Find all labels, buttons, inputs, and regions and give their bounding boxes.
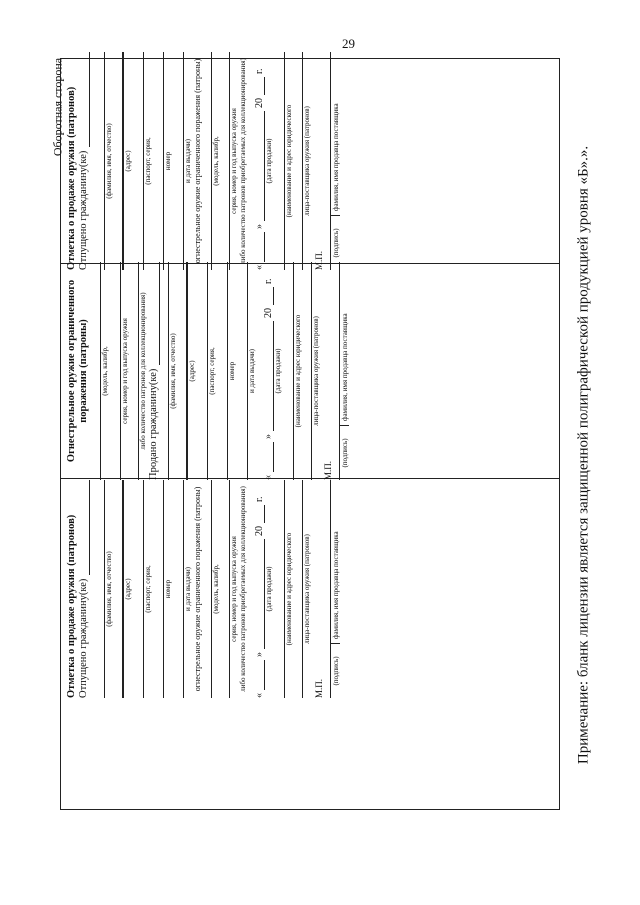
serial-field[interactable] — [221, 52, 230, 270]
fio-caption: (фамилия, имя, отчество) — [169, 333, 177, 409]
cartridges-caption: либо количество патронов приобретаемых для коллекционирования) — [239, 58, 247, 264]
passport-caption: (паспорт, серия, — [144, 565, 152, 613]
org-caption: (наименование и адрес юридического — [294, 314, 302, 428]
year-suffix: г. — [263, 278, 274, 284]
fio-field[interactable] — [160, 262, 169, 480]
sale-mark-panel-bottom — [62, 480, 558, 698]
footnote-text: Примечание: бланк лицензии является защищенной полиграфической продукцией уровня «Б».». — [575, 145, 592, 765]
passport-field[interactable] — [133, 480, 144, 698]
sale-mark-panel-top — [62, 58, 558, 270]
issue-date-field[interactable] — [173, 480, 184, 698]
issued-to-row — [78, 52, 90, 270]
sale-mark-title: Отметка о продаже оружия (патронов) — [66, 86, 77, 270]
model-field[interactable] — [90, 262, 101, 480]
number-caption: номер — [228, 361, 236, 381]
org-field[interactable] — [274, 52, 285, 270]
supplier-caption: лица-поставщика оружия (патронов) — [303, 534, 311, 644]
issue-date-caption: и дата выдачи) — [184, 139, 192, 183]
year-suffix: г. — [254, 68, 265, 74]
signature-row — [339, 262, 349, 480]
cartridges-caption: либо количество патронов приобретаемых для коллекционирования) — [239, 486, 247, 692]
year-field[interactable] — [254, 505, 265, 523]
sale-date-row — [254, 480, 265, 698]
sale-date-caption: (дата продажи) — [265, 138, 273, 184]
number-field[interactable] — [153, 52, 164, 270]
issued-to-row — [78, 480, 90, 698]
supplier-caption: лица-поставщика оружия (патронов) — [312, 316, 320, 426]
signature-caption: (подпись) — [331, 215, 340, 270]
issue-date-field[interactable] — [173, 52, 184, 270]
passport-caption: (паспорт, серия, — [144, 137, 152, 185]
passport-caption: (паспорт, серия, — [208, 347, 216, 395]
day-field[interactable] — [254, 660, 265, 690]
org-caption: (наименование и адрес юридического — [285, 532, 293, 646]
sale-date-row — [254, 52, 265, 270]
number-caption: номер — [164, 579, 172, 599]
model-caption: (модель, калибр, — [101, 346, 109, 396]
sale-date-row — [263, 262, 274, 480]
sale-date-caption: (дата продажи) — [274, 348, 282, 394]
weapon-type-label: огнестрельное оружие ограниченного поражения (патроны) — [193, 58, 202, 264]
serial-caption: серия, номер и год выпуска оружия — [121, 318, 129, 424]
weapon-panel-middle — [62, 265, 558, 480]
address-field[interactable] — [114, 52, 124, 270]
fio-caption: (фамилия, имя, отчество) — [105, 551, 113, 627]
year-field[interactable] — [263, 287, 274, 305]
address-caption: (адрес) — [124, 150, 132, 172]
sold-to-row — [148, 262, 160, 480]
signature-caption: (подпись) — [331, 643, 340, 698]
month-field[interactable] — [263, 321, 274, 431]
year-prefix: 20 — [254, 98, 265, 108]
date-open-quote: « — [263, 475, 274, 480]
seal-mark: М.П. — [323, 460, 333, 480]
model-caption: (модель, калибр, — [212, 136, 220, 186]
issued-to-field[interactable] — [79, 52, 90, 147]
seller-caption: фамилия, имя продавца поставщика — [332, 531, 340, 639]
fio-caption: (фамилия, имя, отчество) — [105, 123, 113, 199]
day-field[interactable] — [254, 232, 265, 262]
issued-to-field[interactable] — [79, 480, 90, 575]
signature-caption: (подпись) — [340, 425, 349, 480]
weapon-title: Огнестрельное оружие ограниченного поражения (патроны) — [66, 279, 89, 463]
year-field[interactable] — [254, 77, 265, 95]
issue-date-caption: и дата выдачи) — [248, 349, 256, 393]
side-label-text: Оборотная сторона — [50, 57, 65, 157]
year-prefix: 20 — [254, 526, 265, 536]
org-field[interactable] — [283, 262, 294, 480]
month-field[interactable] — [254, 539, 265, 649]
serial-caption: серия, номер и год выпуска оружия — [230, 536, 238, 642]
weapon-type-label: огнестрельное оружие ограниченного поражения (патроны) — [193, 486, 202, 692]
date-close-quote: » — [254, 652, 265, 657]
signature-row — [330, 480, 340, 698]
issue-date-caption: и дата выдачи) — [184, 567, 192, 611]
issued-to-label: Отпущено гражданину(ке) — [78, 578, 89, 698]
address-field[interactable] — [114, 480, 124, 698]
cartridges-field[interactable] — [130, 262, 139, 480]
supplier-caption: лица-поставщика оружия (патронов) — [303, 106, 311, 216]
number-field[interactable] — [153, 480, 164, 698]
supplier-field[interactable] — [294, 52, 303, 270]
sold-to-label: Продано гражданину(ке) — [148, 368, 159, 480]
cartridges-caption: либо количество патронов для коллекционирования) — [139, 292, 147, 450]
org-caption: (наименование и адрес юридического — [285, 104, 293, 218]
page-number: 29 — [342, 36, 355, 51]
issued-to-label: Отпущено гражданину(ке) — [78, 150, 89, 270]
model-field[interactable] — [203, 480, 212, 698]
issue-date-field[interactable] — [237, 262, 248, 480]
serial-caption: серия, номер и год выпуска оружия — [230, 108, 238, 214]
model-caption: (модель, калибр, — [212, 564, 220, 614]
sale-mark-title: Отметка о продаже оружия (патронов) — [66, 514, 77, 698]
supplier-field[interactable] — [294, 480, 303, 698]
address-field[interactable] — [178, 262, 188, 480]
seller-caption: фамилия, имя продавца поставщика — [341, 313, 349, 421]
fio-field[interactable] — [90, 52, 105, 270]
address-caption: (адрес) — [124, 578, 132, 600]
supplier-field[interactable] — [303, 262, 312, 480]
seal-mark: М.П. — [314, 678, 324, 698]
year-prefix: 20 — [263, 308, 274, 318]
date-open-quote: « — [254, 265, 265, 270]
sold-to-field[interactable] — [149, 262, 160, 365]
year-suffix: г. — [254, 496, 265, 502]
footnote — [566, 100, 602, 810]
date-open-quote: « — [254, 693, 265, 698]
org-field[interactable] — [274, 480, 285, 698]
month-field[interactable] — [254, 111, 265, 221]
number-field[interactable] — [217, 262, 228, 480]
sale-date-caption: (дата продажи) — [265, 566, 273, 612]
serial-field[interactable] — [110, 262, 121, 480]
day-field[interactable] — [263, 442, 274, 472]
model-field[interactable] — [203, 52, 212, 270]
signature-row — [330, 52, 340, 270]
seal-mark: М.П. — [314, 250, 324, 270]
passport-field[interactable] — [133, 52, 144, 270]
serial-field[interactable] — [221, 480, 230, 698]
date-close-quote: » — [254, 224, 265, 229]
number-caption: номер — [164, 151, 172, 171]
passport-field[interactable] — [197, 262, 208, 480]
address-caption: (адрес) — [188, 360, 196, 382]
fio-field[interactable] — [90, 480, 105, 698]
date-close-quote: » — [263, 434, 274, 439]
seller-caption: фамилия, имя продавца поставщика — [332, 103, 340, 211]
